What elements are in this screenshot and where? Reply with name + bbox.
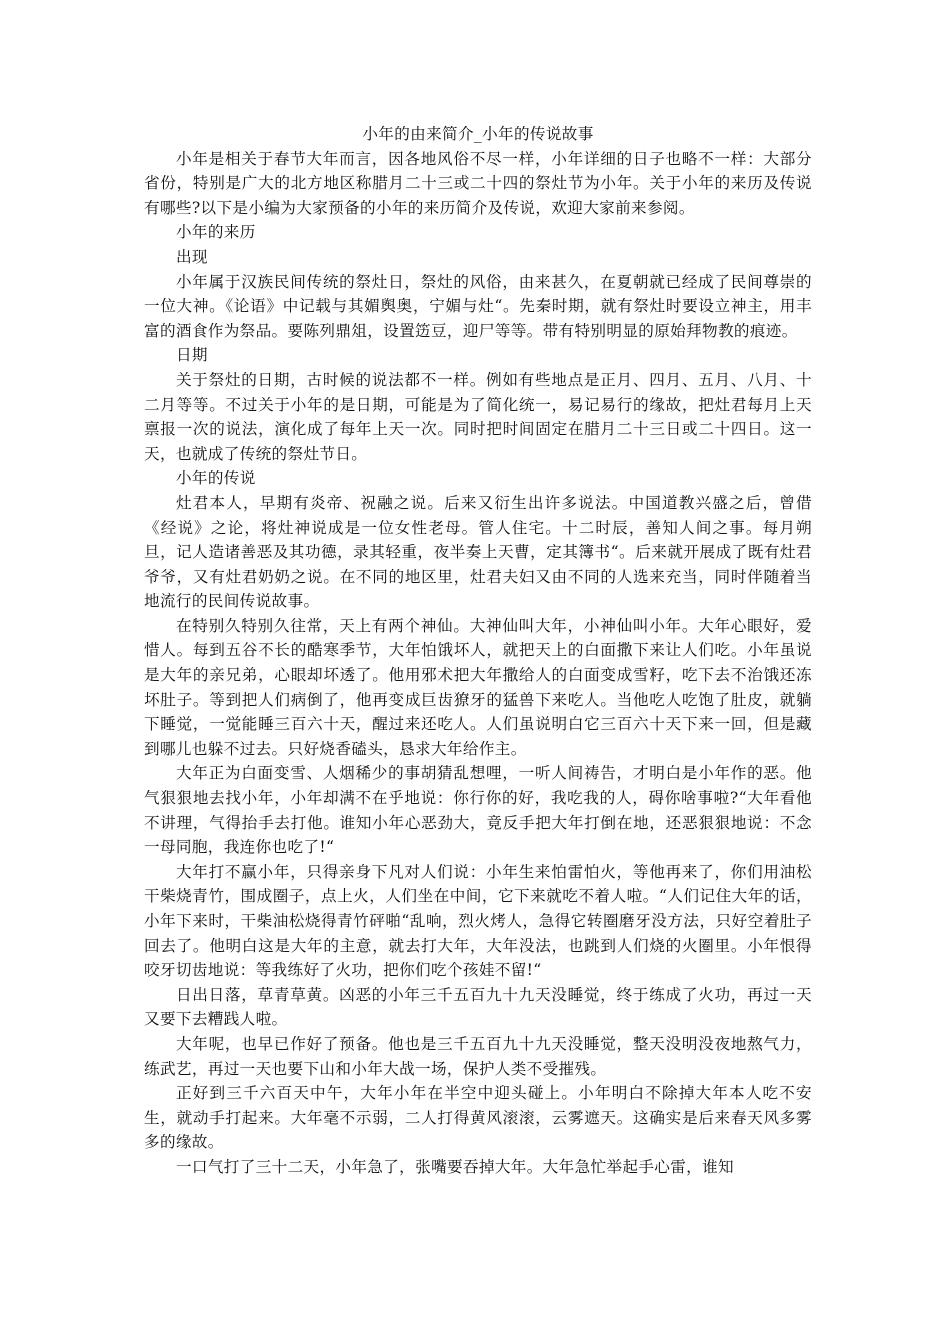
paragraph-appearance: 小年属于汉族民间传统的祭灶日，祭灶的风俗，由来甚久，在夏朝就已经成了民间尊崇的一位大神。《论语》中记载与其媚舆奥，宁媚与灶“。先秦时期，就有祭灶时要设立神主，用丰富的酒食作为祭品。要陈列鼎俎，设置笾豆，迎尸等等。带有特别明显的原始拜物教的痕迹。 [144, 272, 812, 340]
paragraph-thirty-two-days: 一口气打了三十二天，小年急了，张嘴要吞掉大年。大年急忙举起手心雷，谁知 [175, 1157, 735, 1176]
document-page [144, 122, 812, 1180]
paragraph-kitchen-god: 灶君本人，早期有炎帝、祝融之说。后来又衍生出许多说法。中国道教兴盛之后，曾借《经说》之论，将灶神说成是一位女性老母。管人住宅。十二时辰，善知人间之事。每月朔旦，记人造诸善恶及其功德，录其轻重，夜半奏上天曹，定其簿书“。后来就开展成了既有灶君爷爷，又有灶君奶奶之说。在不同的地区里，灶君夫妇又由不同的人选来充当，同时伴随着当地流行的民间传说故事。 [144, 493, 812, 611]
paragraph-confrontation: 大年正为白面变雪、人烟稀少的事胡猜乱想哩，一听人间祷告，才明白是小年作的恶。他气狠狠地去找小年，小年却满不在乎地说：你行你的好，我吃我的人，碍你啥事啦?“大年看他不讲理，气得抬手去打他。谁知小年心恶劲大，竟反手把大年打倒在地，还恶狠狠地说：不念一母同胞，我连你也吃了!“ [144, 764, 812, 857]
paragraph-battle: 正好到三千六百天中午，大年小年在半空中迎头碰上。小年明白不除掉大年本人吃不安生，就动手打起来。大年毫不示弱，二人打得黄风滚滚，云雾遮天。这确实是后来春天风多雾多的缘故。 [144, 1084, 812, 1152]
paragraph-two-gods: 在特别久特别久往常，天上有两个神仙。大神仙叫大年，小神仙叫小年。大年心眼好，爱惜人。每到五谷不长的酷寒季节，大年怕饿坏人，就把天上的白面撒下来让人们吃。小年虽说是大年的亲兄弟，心眼却坏透了。他用邪术把大年撒给人的白面变成雪籽，吃下去不治饿还冻坏肚子。等到把人们病倒了，他再变成巨齿獠牙的猛兽下来吃人。当他吃人吃饱了肚皮，就躺下睡觉，一觉能睡三百六十天，醒过来还吃人。人们虽说明白它三百六十天下来一回，但是藏到哪儿也躲不过去。只好烧香磕头，恳求大年给作主。 [144, 616, 812, 758]
paragraph-fire-circle: 大年打不赢小年，只得亲身下凡对人们说：小年生来怕雷怕火，等他再来了，你们用油松干柴烧青竹，围成圈子，点上火，人们坐在中间，它下来就吃不着人啦。“人们记住大年的话，小年下来时，干柴油松烧得青竹砰啪“乱响，烈火烤人，急得它转圈磨牙没方法，只好空着肚子回去了。他明白这是大年的主意，就去打大年，大年没法，也跳到人们烧的火圈里。小年恨得咬牙切齿地说：等我练好了火功，把你们吃个孩娃不留!“ [144, 862, 812, 980]
paragraph-preparation: 大年呢，也早已作好了预备。他也是三千五百九十九天没睡觉，整天没明没夜地熬气力，练武艺，再过一天也要下山和小年大战一场，保护人类不受摧残。 [144, 1034, 812, 1078]
document-title: 小年的由来简介_小年的传说故事 [362, 125, 594, 143]
paragraph-date: 关于祭灶的日期，古时候的说法都不一样。例如有些地点是正月、四月、五月、八月、十二月等等。不过关于小年的是日期，可能是为了简化统一，易记易行的缘故，把灶君每月上天禀报一次的说法，演化成了每年上天一次。同时把时间固定在腊月二十三日或二十四日。这一天，也就成了传统的祭灶节日。 [144, 370, 812, 463]
subheading-appearance: 出现 [175, 247, 208, 266]
subheading-date: 日期 [175, 346, 208, 365]
paragraph-intro: 小年是相关于春节大年而言，因各地风俗不尽一样，小年详细的日子也略不一样：大部分省份，特别是广大的北方地区称腊月二十三或二十四的祭灶节为小年。关于小年的来历及传说有哪些?以下是小编为大家预备的小年的来历简介及传说，欢迎大家前来参阅。 [144, 149, 812, 217]
paragraph-fire-skill: 日出日落，草青草黄。凶恶的小年三千五百九十九天没睡觉，终于练成了火功，再过一天又要下去糟践人啦。 [144, 985, 812, 1029]
section-heading-origin: 小年的来历 [175, 223, 256, 242]
section-heading-legend: 小年的传说 [175, 469, 256, 488]
